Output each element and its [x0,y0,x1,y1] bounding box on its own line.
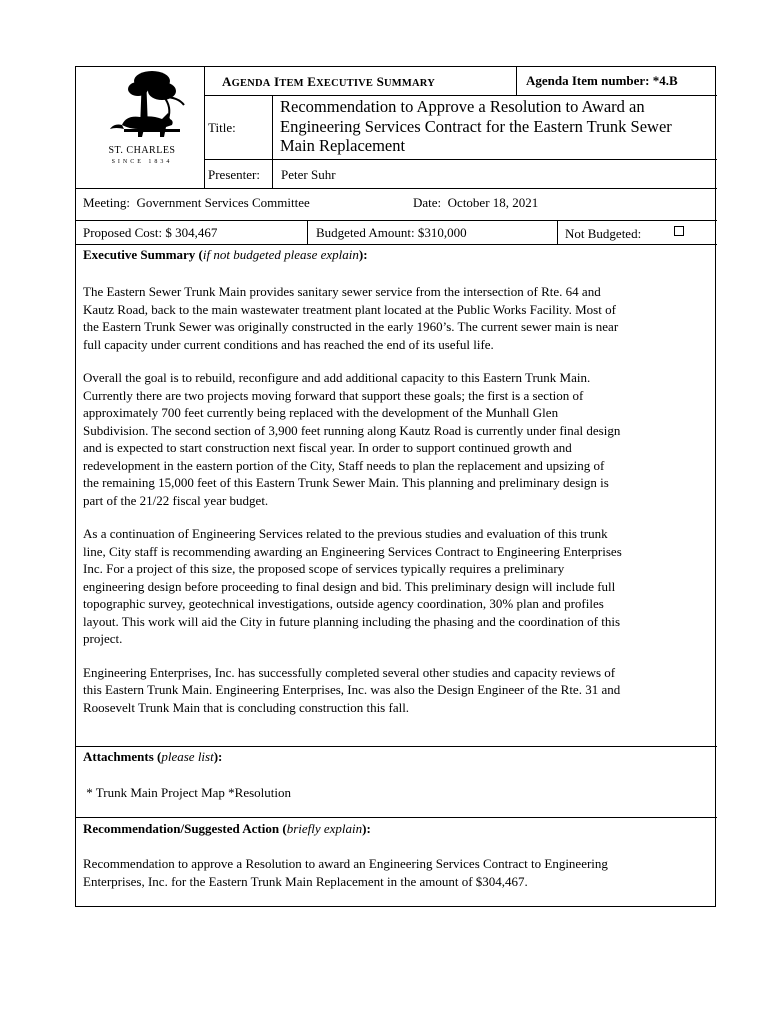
meeting-date: Date: October 18, 2021 [413,195,539,210]
svg-text:ST. CHARLES: ST. CHARLES [108,145,176,156]
city-logo [94,67,204,167]
proposed-cost: Proposed Cost: $ 304,467 [83,225,218,240]
executive-summary-body [83,283,713,732]
budgeted-amount: Budgeted Amount: $310,000 [316,225,467,240]
svg-text:SINCE 1834: SINCE 1834 [111,159,173,165]
executive-summary-heading: AGENDA ITEM EXECUTIVE SUMMARY [222,74,435,89]
fox-tree-logo-icon [94,67,204,167]
title-label: Title: [208,120,236,135]
executive-summary-label: Executive Summary (if not budgeted please explain): [83,247,368,262]
item-title: Recommendation to Approve a Resolution to Award an Engineering Services Contract for the Eastern Trunk Sewer Main Replacement [280,97,672,155]
summary-paragraph: Overall the goal is to rebuild, reconfigure and add additional capacity to this Eastern Trunk Main. Currently there are two projects moving forward that support these goals; the first is a section of approximately 700 feet currently being replaced with the development of the Munhall Glen Subdivision. The second section of 3,900 feet running along Kautz Road is currently under final design and is expected to start construction next fiscal year. In order to support continued growth and redevelopment in the eastern portion of the City, Staff needs to plan the replacement and upsizing of the remaining 15,000 feet of this Eastern Trunk Sewer Main. This planning and preliminary design is part of the 21/22 fiscal year budget. [83,370,621,508]
summary-paragraph: Engineering Enterprises, Inc. has successfully completed several other studies and capacity reviews of this Eastern Trunk Main. Engineering Enterprises, Inc. was also the Design Engineer of the Rte. 31 and Roosevelt Trunk Main that is concluding construction this fall. [83,664,621,715]
attachments-label: Attachments (please list): [83,749,223,764]
meeting-info: Meeting: Government Services Committee [83,195,310,210]
agenda-document [75,66,716,907]
recommendation-label: Recommendation/Suggested Action (briefly explain): [83,821,371,836]
not-budgeted-label: Not Budgeted: [565,226,642,241]
presenter-name: Peter Suhr [281,167,336,182]
agenda-item-number: Agenda Item number: *4.B [526,73,678,88]
not-budgeted-checkbox[interactable] [674,226,684,236]
summary-paragraph: As a continuation of Engineering Services related to the previous studies and evaluation of this trunk line, City staff is recommending awarding an Engineering Services Contract to Engineering Enterprises Inc. For a project of this size, the proposed scope of services typically requires a preliminary engineering design before proceeding to final design and bid. This preliminary design will include full topographic survey, geotechnical investigations, outside agency coordination, 30% plan and profiles layout. This work will aid the City in future planning including the phasing and the coordination of this project. [83,526,622,646]
presenter-label: Presenter: [208,167,260,182]
summary-paragraph: The Eastern Sewer Trunk Main provides sanitary sewer service from the intersection of Rte. 64 and Kautz Road, back to the main wastewater treatment plant located at the Public Works Facility. Most of the Eastern Trunk Sewer was originally constructed in the early 1960’s. The current sewer main is near full capacity under current conditions and has reached the end of its useful life. [83,284,619,352]
recommendation-text: Recommendation to approve a Resolution to award an Engineering Services Contract to Engineering Enterprises, Inc. for the Eastern Trunk Main Replacement in the amount of $304,467. [83,856,608,889]
attachments-list: * Trunk Main Project Map *Resolution [83,785,292,800]
